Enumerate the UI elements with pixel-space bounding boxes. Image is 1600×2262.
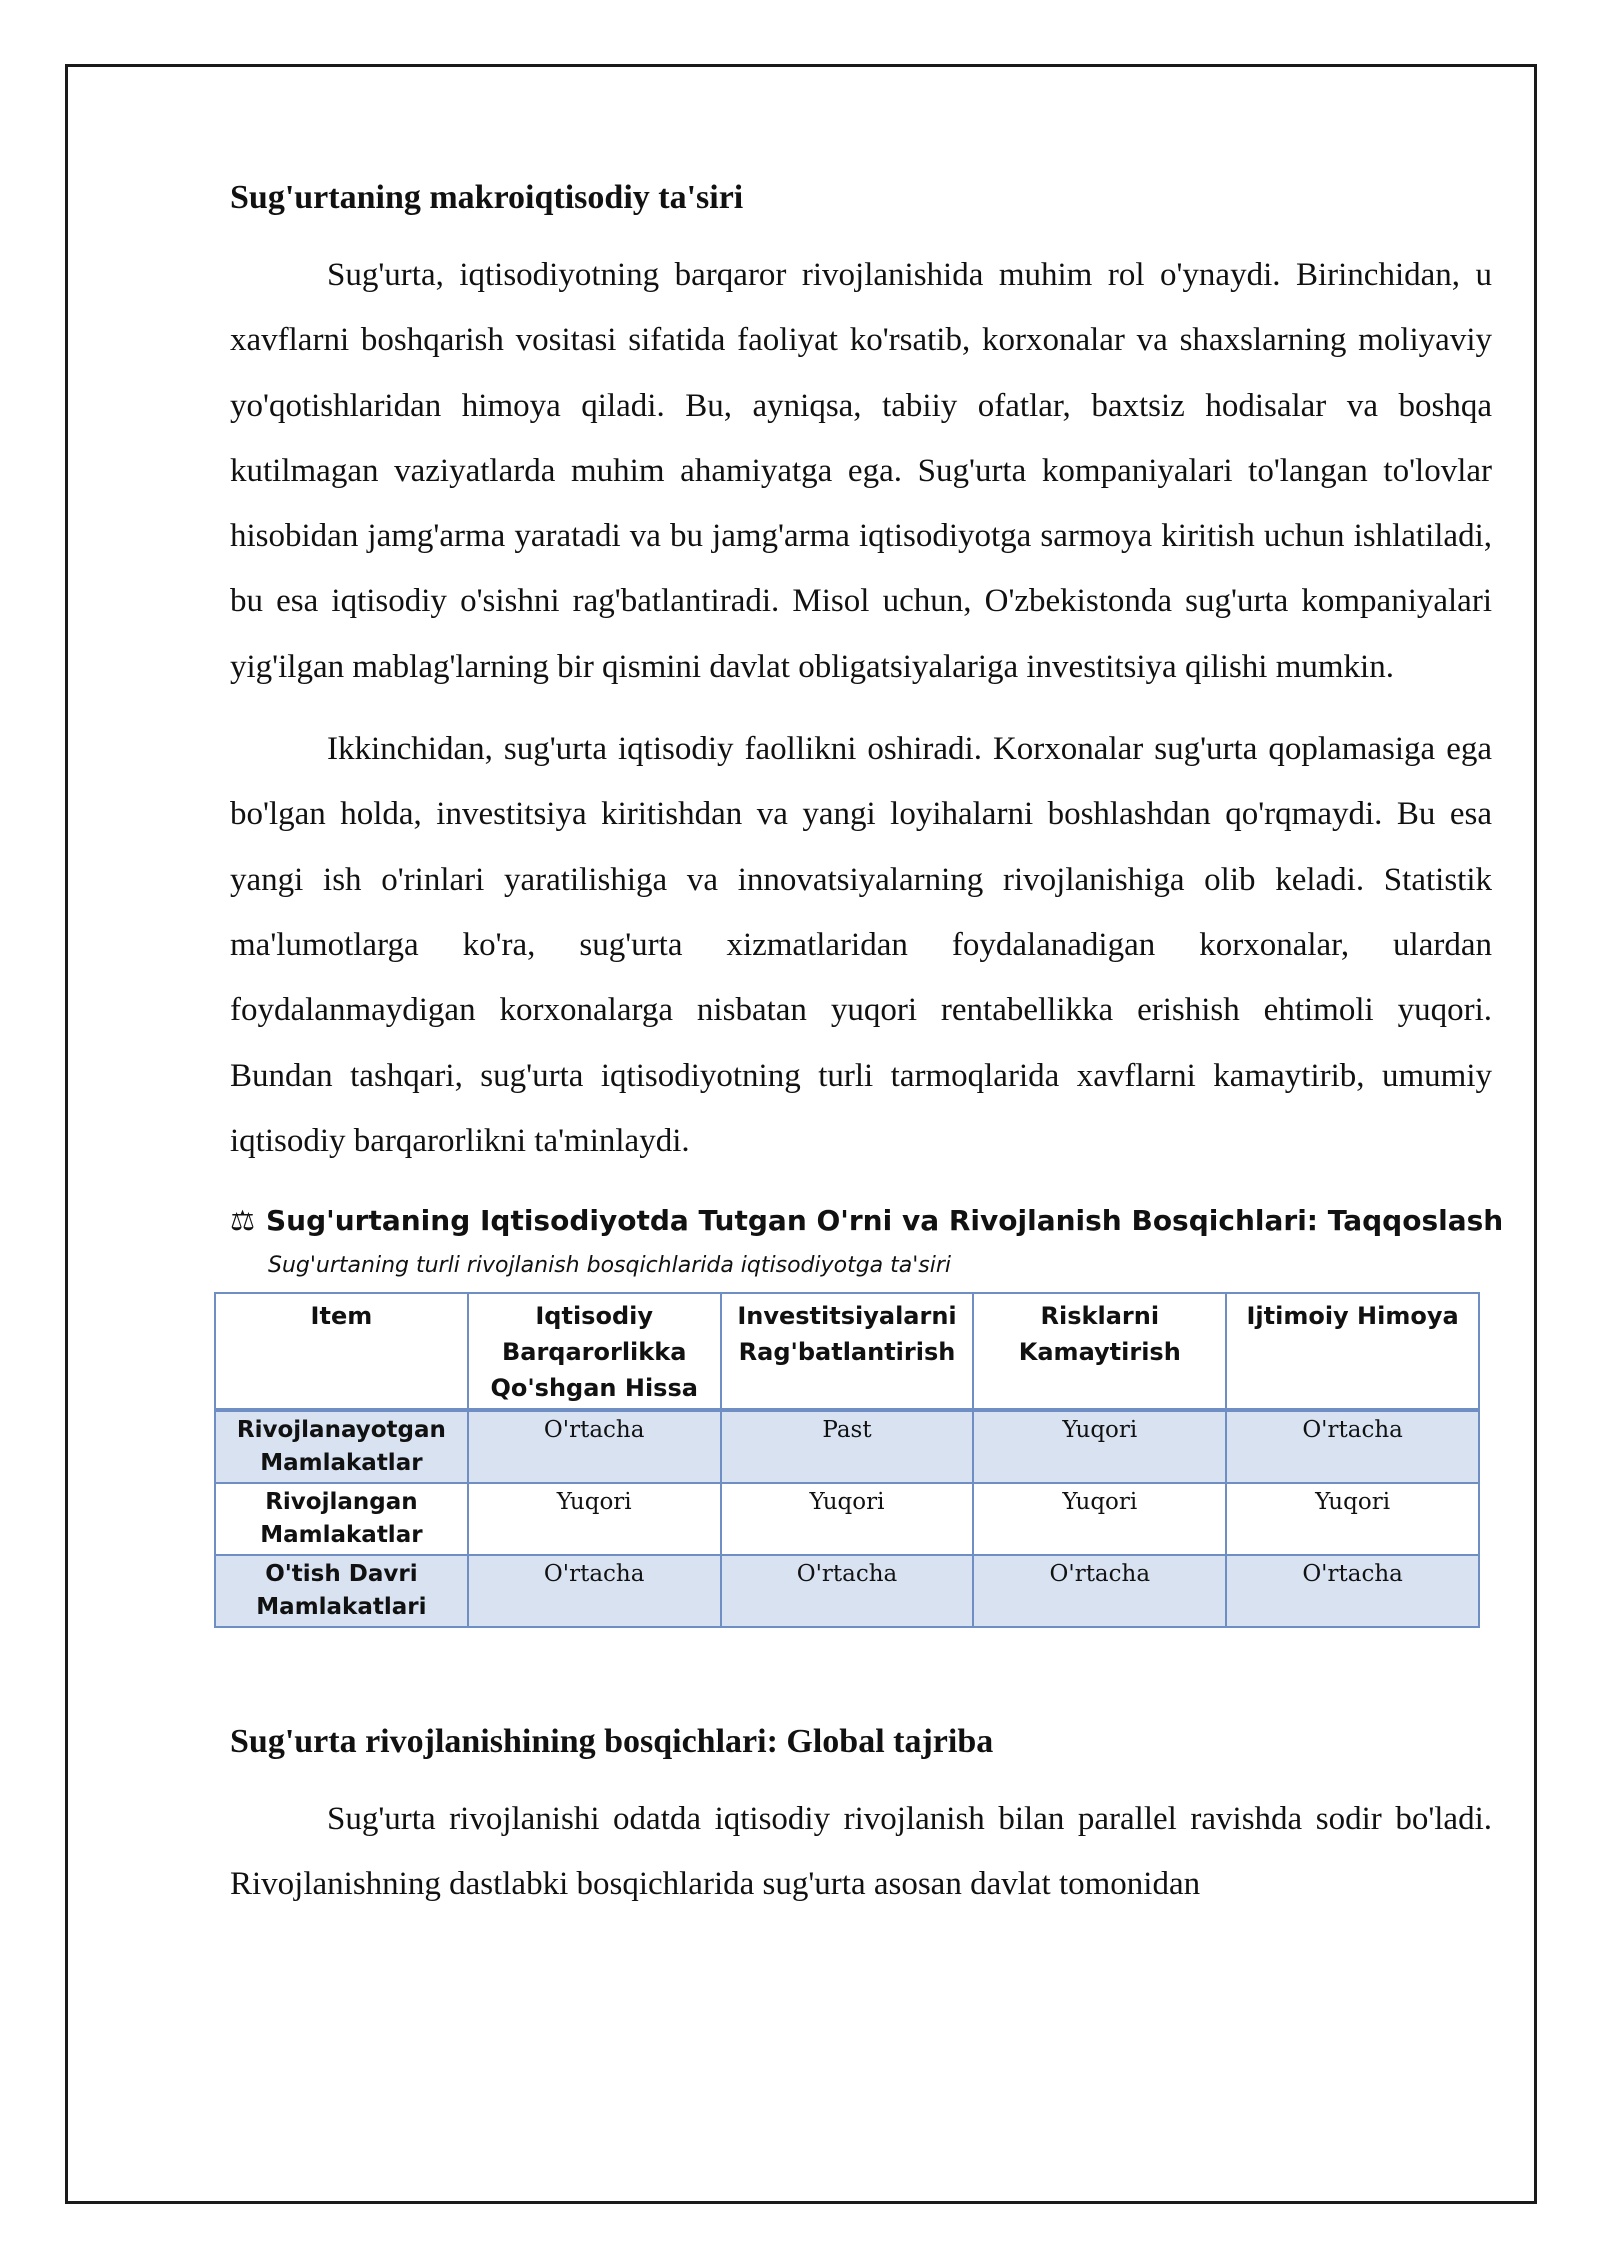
table-cell: Yuqori <box>973 1483 1226 1555</box>
table-title <box>230 1200 1504 1242</box>
table-cell: O'rtacha <box>721 1555 974 1627</box>
table-row <box>215 1555 1479 1627</box>
table-cell: O'rtacha <box>468 1410 721 1483</box>
table-cell: O'rtacha <box>1226 1555 1479 1627</box>
table-header-row <box>215 1293 1479 1410</box>
paragraph: Ikkinchidan, sug'urta iqtisodiy faollikni oshiradi. Korxonalar sug'urta qoplamasiga ega bo'lgan holda, investitsiya kiritishdan va yangi loyihalarni boshlashdan qo'rqmaydi. Bu esa yangi ish o'rinlari yaratilishiga va innovatsiyalarning rivojlanishiga olib keladi. Statistik ma'lumotlarga ko'ra, sug'urta xizmatlaridan foydalanadigan korxonalar, ulardan foydalanmaydigan korxonalarga nisbatan yuqori rentabellikka erishish ehtimoli yuqori. Bundan tashqari, sug'urta iqtisodiyotning turli tarmoqlarida xavflarni kamaytirib, umumiy iqtisodiy barqarorlikni ta'minlaydi. <box>230 731 1492 1159</box>
table-cell: O'rtacha <box>468 1555 721 1627</box>
table-cell: Yuqori <box>468 1483 721 1555</box>
document-content <box>230 170 1504 1918</box>
table-cell: Yuqori <box>1226 1483 1479 1555</box>
scales-icon: ⚖ <box>230 1204 256 1238</box>
table-title-text: Sug'urtaning Iqtisodiyotda Tutgan O'rni va Rivojlanish Bosqichlari: Taqqoslash <box>266 1204 1504 1238</box>
column-header: Investitsiyalarni Rag'batlantirish <box>721 1293 974 1410</box>
comparison-table <box>214 1292 1480 1628</box>
section-title: Sug'urta rivojlanishining bosqichlari: Global tajriba <box>230 1723 994 1761</box>
column-header: Item <box>215 1293 468 1410</box>
row-header: O'tish Davri Mamlakatlari <box>215 1555 468 1627</box>
row-header: Rivojlangan Mamlakatlar <box>215 1483 468 1555</box>
row-header: Rivojlanayotgan Mamlakatlar <box>215 1410 468 1483</box>
column-header: Risklarni Kamaytirish <box>973 1293 1226 1410</box>
section-title: Sug'urtaning makroiqtisodiy ta'siri <box>230 179 744 216</box>
table-row <box>215 1410 1479 1483</box>
table-cell: O'rtacha <box>973 1555 1226 1627</box>
paragraph: Sug'urta, iqtisodiyotning barqaror rivojlanishida muhim rol o'ynaydi. Birinchidan, u xavflarni boshqarish vositasi sifatida faoliyat ko'rsatib, korxonalar va shaxslarning moliyaviy yo'qotishlaridan himoya qiladi. Bu, ayniqsa, tabiiy ofatlar, baxtsiz hodisalar va boshqa kutilmagan vaziyatlarda muhim ahamiyatga ega. Sug'urta kompaniyalari to'langan to'lovlar hisobidan jamg'arma yaratadi va bu jamg'arma iqtisodiyotga sarmoya kiritish uchun ishlatiladi, bu esa iqtisodiy o'sishni rag'batlantiradi. Misol uchun, O'zbekistonda sug'urta kompaniyalari yig'ilgan mablag'larning bir qismini davlat obligatsiyalariga investitsiya qilishi mumkin. <box>230 257 1492 685</box>
table-cell: Past <box>721 1410 974 1483</box>
table-row <box>215 1483 1479 1555</box>
paragraph: Sug'urta rivojlanishi odatda iqtisodiy rivojlanish bilan parallel ravishda sodir bo'ladi. Rivojlanishning dastlabki bosqichlarida sug'urta asosan davlat tomonidan <box>230 1801 1492 1903</box>
column-header: Ijtimoiy Himoya <box>1226 1293 1479 1410</box>
table-cell: Yuqori <box>721 1483 974 1555</box>
table-subtitle: Sug'urtaning turli rivojlanish bosqichlarida iqtisodiyotga ta'siri <box>268 1253 952 1279</box>
table-cell: O'rtacha <box>1226 1410 1479 1483</box>
table-cell: Yuqori <box>973 1410 1226 1483</box>
column-header: Iqtisodiy Barqarorlikka Qo'shgan Hissa <box>468 1293 721 1410</box>
